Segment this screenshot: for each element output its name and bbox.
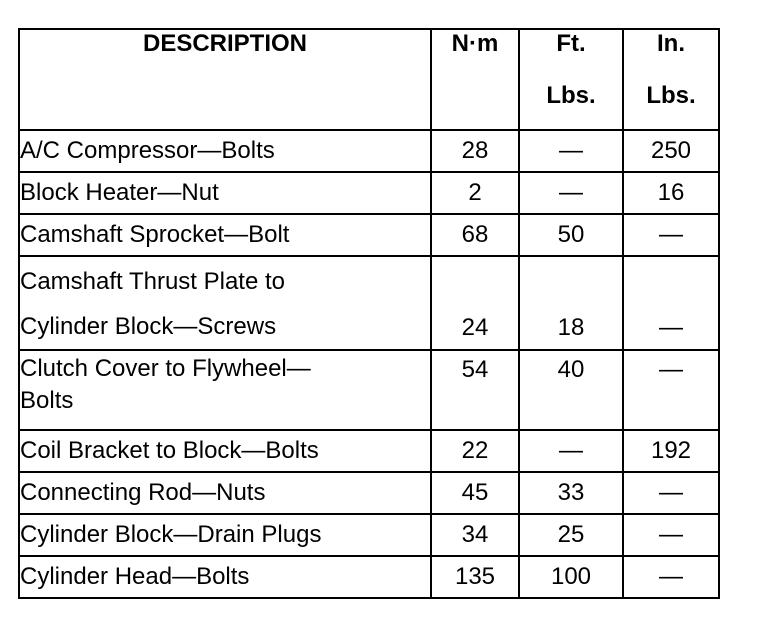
row-ft-lbs: — [519, 430, 623, 472]
row-description-line: Bolts [20, 387, 74, 414]
torque-spec-table [18, 28, 720, 599]
table-row [19, 256, 719, 350]
header-nm-label: N·m [451, 30, 499, 57]
row-ft-lbs: 100 [519, 556, 623, 598]
row-in-lbs: 16 [623, 172, 719, 214]
table-row [19, 430, 719, 472]
row-description [19, 430, 431, 472]
row-nm: 22 [431, 430, 519, 472]
header-ft-lbs [519, 29, 623, 130]
row-description-line: Cylinder Block—Screws [20, 313, 277, 340]
row-in-lbs: — [623, 256, 719, 350]
table-row [19, 556, 719, 598]
row-in-lbs: — [623, 556, 719, 598]
row-description-line: Block Heater—Nut [20, 179, 219, 206]
row-description [19, 472, 431, 514]
row-in-lbs: — [623, 472, 719, 514]
table-row [19, 514, 719, 556]
row-ft-lbs: 50 [519, 214, 623, 256]
row-description-line: Cylinder Block—Drain Plugs [20, 521, 322, 548]
row-description [19, 172, 431, 214]
row-in-lbs: — [623, 350, 719, 430]
row-nm: 54 [431, 350, 519, 430]
row-nm: 34 [431, 514, 519, 556]
row-nm: 135 [431, 556, 519, 598]
row-in-lbs: 192 [623, 430, 719, 472]
header-description: DESCRIPTION [19, 29, 431, 130]
header-nm [431, 29, 519, 130]
row-description-line: Coil Bracket to Block—Bolts [20, 437, 319, 464]
header-in-line1: In. [657, 30, 685, 57]
row-ft-lbs: — [519, 172, 623, 214]
header-in-line2: Lbs. [646, 82, 696, 109]
row-in-lbs: — [623, 214, 719, 256]
row-description [19, 256, 431, 350]
row-ft-lbs: — [519, 130, 623, 172]
row-description-line: Camshaft Thrust Plate to [20, 268, 286, 295]
row-description-line: Connecting Rod—Nuts [20, 479, 266, 506]
row-description-line: Clutch Cover to Flywheel— [20, 355, 311, 382]
header-ft-line2: Lbs. [546, 82, 596, 109]
row-description [19, 130, 431, 172]
row-ft-lbs: 18 [519, 256, 623, 350]
table-row [19, 130, 719, 172]
row-nm: 45 [431, 472, 519, 514]
row-description [19, 556, 431, 598]
row-description-line: A/C Compressor—Bolts [20, 137, 275, 164]
row-in-lbs: — [623, 514, 719, 556]
header-ft-line1: Ft. [556, 30, 586, 57]
header-in-lbs [623, 29, 719, 130]
row-nm: 28 [431, 130, 519, 172]
row-description [19, 214, 431, 256]
row-ft-lbs: 25 [519, 514, 623, 556]
row-nm: 68 [431, 214, 519, 256]
row-nm: 2 [431, 172, 519, 214]
row-nm: 24 [431, 256, 519, 350]
row-ft-lbs: 33 [519, 472, 623, 514]
table-row [19, 172, 719, 214]
row-description-line: Camshaft Sprocket—Bolt [20, 221, 290, 248]
row-description [19, 350, 431, 430]
row-description-line: Cylinder Head—Bolts [20, 563, 250, 590]
table-row [19, 472, 719, 514]
table-row [19, 350, 719, 430]
table-row [19, 214, 719, 256]
row-in-lbs: 250 [623, 130, 719, 172]
row-description [19, 514, 431, 556]
header-row [19, 29, 719, 130]
row-ft-lbs: 40 [519, 350, 623, 430]
